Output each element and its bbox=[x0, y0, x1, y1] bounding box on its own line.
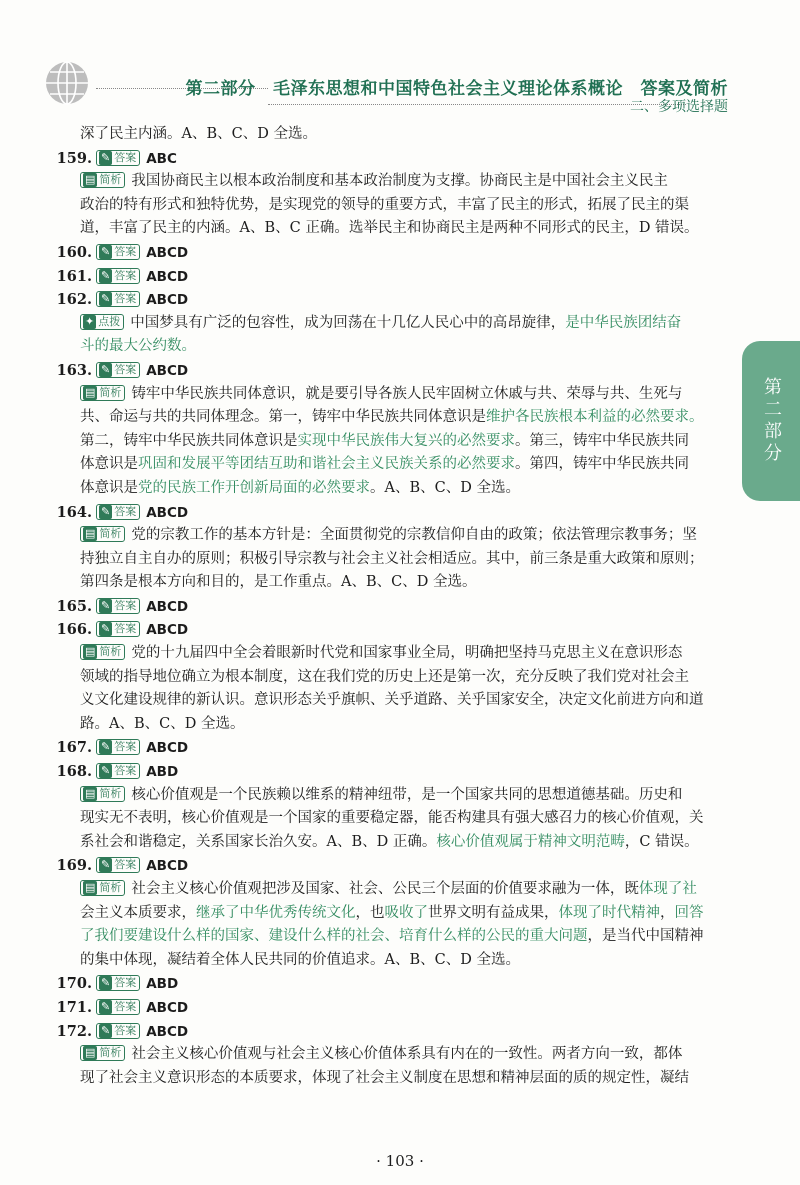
book-icon: ▤ bbox=[85, 173, 96, 187]
answer-badge-label: 答案 bbox=[114, 1023, 137, 1037]
pencil-icon: ✎ bbox=[101, 999, 111, 1013]
analysis-badge bbox=[80, 385, 125, 401]
pencil-icon: ✎ bbox=[101, 976, 111, 990]
analysis-badge bbox=[80, 880, 125, 896]
answer-content bbox=[52, 123, 720, 1090]
text-line bbox=[80, 878, 720, 902]
header-subtitle: 二、多项选择题 bbox=[630, 99, 728, 115]
answer-value: ABCD bbox=[146, 598, 189, 615]
question-number: 159. bbox=[56, 149, 92, 167]
question-number: 168. bbox=[56, 763, 92, 781]
text-line bbox=[80, 1043, 720, 1067]
question-number: 161. bbox=[56, 267, 92, 285]
pencil-icon: ✎ bbox=[101, 292, 111, 306]
analysis-paragraph bbox=[52, 170, 720, 241]
answer-value: ABCD bbox=[146, 268, 189, 285]
text-run: 会主义本质要求， bbox=[80, 904, 196, 921]
text-run: 第二，铸牢中华民族共同体意识是 bbox=[80, 432, 298, 449]
highlight-text: 体现了社 bbox=[638, 881, 697, 897]
text-run: 共、命运与共的共同体理念。第一，铸牢中华民族共同体意识是 bbox=[80, 409, 486, 426]
text-line: 现了社会主义意识形态的本质要求，体现了社会主义制度在思想和精神层面的质的规定性，凝结 bbox=[80, 1069, 689, 1086]
answer-value: ABCD bbox=[146, 1023, 189, 1040]
answer-badge-label: 答案 bbox=[114, 292, 137, 306]
pencil-icon: ✎ bbox=[101, 764, 111, 778]
text-run: 社会主义核心价值观把涉及国家、社会、公民三个层面的价值要求融为一体，既 bbox=[131, 881, 639, 897]
text-line bbox=[80, 383, 720, 407]
answer-value: ABCD bbox=[146, 740, 189, 757]
analysis-badge-label: 简析 bbox=[99, 173, 122, 187]
text-line bbox=[80, 406, 720, 430]
analysis-badge bbox=[80, 172, 125, 188]
text-run: 体意识是 bbox=[80, 479, 138, 496]
analysis-badge bbox=[80, 644, 125, 660]
analysis-badge-label: 简析 bbox=[99, 786, 122, 800]
answer-row bbox=[52, 241, 720, 265]
answer-row bbox=[52, 359, 720, 383]
answer-badge bbox=[96, 1023, 140, 1039]
globe-icon bbox=[44, 60, 90, 106]
answer-badge bbox=[96, 291, 140, 307]
text-line bbox=[80, 642, 720, 666]
answer-row bbox=[52, 736, 720, 760]
pencil-icon: ✎ bbox=[101, 150, 111, 164]
answer-row bbox=[52, 996, 720, 1020]
analysis-badge-label: 简析 bbox=[99, 881, 122, 894]
page-number: · 103 · bbox=[376, 1152, 424, 1170]
text-line: 路。A、B、C、D 全选。 bbox=[80, 715, 245, 732]
text-line bbox=[80, 902, 720, 926]
book-icon: ▤ bbox=[85, 881, 96, 894]
answer-badge bbox=[96, 763, 140, 779]
question-number: 160. bbox=[56, 243, 92, 261]
book-icon: ▤ bbox=[85, 1046, 96, 1060]
text-line: 第四条是根本方向和目的，是工作重点。A、B、C、D 全选。 bbox=[80, 574, 477, 591]
answer-row bbox=[52, 265, 720, 289]
answer-row bbox=[52, 760, 720, 784]
text-line bbox=[80, 925, 720, 949]
answer-badge bbox=[96, 999, 140, 1015]
answer-badge-label: 答案 bbox=[114, 764, 137, 778]
question-number: 162. bbox=[56, 291, 92, 309]
analysis-paragraph bbox=[52, 878, 720, 972]
book-icon: ▤ bbox=[85, 527, 96, 541]
text-line bbox=[80, 453, 720, 477]
text-run: 铸牢中华民族共同体意识，就是要引导各族人民牢固树立休戚与共、荣辱与共、生死与 bbox=[131, 385, 683, 402]
text-line bbox=[80, 430, 720, 454]
question-number: 171. bbox=[56, 998, 92, 1016]
text-run: 体意识是 bbox=[80, 456, 138, 473]
question-number: 166. bbox=[56, 621, 92, 639]
answer-value: ABCD bbox=[146, 999, 189, 1016]
answer-badge bbox=[96, 975, 140, 991]
highlight-text: 体现了时代精神 bbox=[558, 904, 660, 921]
pencil-icon: ✎ bbox=[101, 598, 111, 612]
answer-badge-label: 答案 bbox=[114, 999, 137, 1013]
highlight-text: 吸收了 bbox=[384, 904, 428, 921]
tip-paragraph bbox=[52, 312, 720, 359]
question-number: 172. bbox=[56, 1022, 92, 1040]
question-number: 167. bbox=[56, 739, 92, 757]
text-line bbox=[80, 784, 720, 808]
text-run: ， bbox=[660, 904, 675, 921]
answer-badge-label: 答案 bbox=[114, 150, 137, 164]
analysis-paragraph bbox=[52, 383, 720, 501]
text-run: 我国协商民主以根本政治制度和基本政治制度为支撑。协商民主是中国社会主义民主 bbox=[131, 173, 668, 190]
question-number: 170. bbox=[56, 975, 92, 993]
question-number: 164. bbox=[56, 503, 92, 521]
answer-value: ABCD bbox=[146, 362, 189, 379]
text-line bbox=[80, 312, 720, 336]
pencil-icon: ✎ bbox=[101, 362, 111, 376]
answer-value: ABC bbox=[146, 150, 177, 167]
highlight-text: 了我们要建设什么样的国家、建设什么样的社会、培育什么样的公民的重大问题 bbox=[80, 928, 588, 945]
question-number: 163. bbox=[56, 361, 92, 379]
answer-badge-label: 答案 bbox=[114, 740, 137, 754]
book-icon: ▤ bbox=[85, 385, 96, 399]
pencil-icon: ✎ bbox=[101, 504, 111, 518]
answer-badge bbox=[96, 268, 140, 284]
text-line: 领域的指导地位确立为根本制度，这在我们党的历史上还是第一次，充分反映了我们党对社会主 bbox=[80, 668, 689, 685]
text-line: 持独立自主自办的原则；积极引导宗教与社会主义社会相适应。其中，前三条是重大政策和原则； bbox=[80, 550, 704, 567]
header-title: 第二部分 毛泽东思想和中国特色社会主义理论体系概论 答案及简析 bbox=[185, 79, 728, 99]
pencil-icon: ✎ bbox=[101, 1023, 111, 1037]
text-run: 中国梦具有广泛的包容性，成为回荡在十几亿人民心中的高昂旋律， bbox=[130, 314, 566, 331]
answer-row bbox=[52, 147, 720, 171]
highlight-text: 斗的最大公约数。 bbox=[80, 338, 196, 355]
answer-badge-label: 答案 bbox=[114, 976, 137, 990]
text-line bbox=[80, 524, 720, 548]
answer-value: ABD bbox=[146, 976, 179, 993]
answer-row bbox=[52, 1020, 720, 1044]
answer-badge-label: 答案 bbox=[114, 268, 137, 282]
text-run: 核心价值观是一个民族赖以维系的精神纽带，是一个国家共同的思想道德基础。历史和 bbox=[131, 786, 683, 803]
analysis-badge-label: 简析 bbox=[99, 385, 122, 399]
analysis-badge bbox=[80, 526, 125, 542]
tip-badge bbox=[80, 314, 124, 330]
header-divider bbox=[268, 104, 686, 105]
analysis-badge-label: 简析 bbox=[99, 645, 122, 659]
answer-badge bbox=[96, 362, 140, 378]
answer-badge bbox=[96, 857, 140, 873]
text-run: 。A、B、C、D 全选。 bbox=[370, 479, 520, 496]
answer-badge bbox=[96, 598, 140, 614]
answer-value: ABCD bbox=[146, 504, 189, 521]
answer-row bbox=[52, 854, 720, 878]
answer-badge-label: 答案 bbox=[114, 362, 137, 376]
text-line bbox=[80, 170, 720, 194]
text-run: 党的宗教工作的基本方针是：全面贯彻党的宗教信仰自由的政策；依法管理宗教事务；坚 bbox=[131, 527, 697, 544]
answer-value: ABCD bbox=[146, 622, 189, 639]
text-run: ，也 bbox=[355, 904, 385, 921]
text-run: 。第四，铸牢中华民族共同 bbox=[515, 456, 689, 473]
question-number: 169. bbox=[56, 857, 92, 875]
pencil-icon: ✎ bbox=[101, 740, 111, 754]
text-line: 现实无不表明，核心价值观是一个国家的重要稳定器，能否构建具有强大感召力的核心价值观，关 bbox=[80, 810, 704, 827]
tip-badge-label: 点拨 bbox=[98, 314, 121, 328]
book-icon: ▤ bbox=[85, 786, 96, 800]
book-icon: ▤ bbox=[85, 645, 96, 659]
analysis-paragraph bbox=[52, 784, 720, 855]
text-line bbox=[80, 831, 720, 855]
text-run: 党的十九届四中全会着眼新时代党和国家事业全局，明确把坚持马克思主义在意识形态 bbox=[131, 645, 683, 662]
answer-value: ABD bbox=[146, 764, 179, 781]
text-line: 深了民主内涵。A、B、C、D 全选。 bbox=[80, 126, 317, 142]
pencil-icon: ✎ bbox=[101, 244, 111, 258]
text-line bbox=[80, 477, 720, 501]
text-run: 世界文明有益成果， bbox=[428, 904, 559, 921]
text-line: 政治的特有形式和独特优势，是实现党的领导的重要方式，丰富了民主的形式，拓展了民主的渠 bbox=[80, 196, 689, 213]
answer-badge bbox=[96, 621, 140, 637]
answer-value: ABCD bbox=[146, 858, 189, 875]
analysis-badge bbox=[80, 786, 125, 802]
highlight-text: 继承了中华优秀传统文化 bbox=[196, 904, 356, 921]
pencil-icon: ✎ bbox=[101, 622, 111, 636]
highlight-text: 核心价值观属于精神文明范畴 bbox=[436, 833, 625, 850]
answer-badge-label: 答案 bbox=[114, 244, 137, 258]
answer-badge-label: 答案 bbox=[114, 598, 137, 612]
answer-badge bbox=[96, 739, 140, 755]
text-run: 系社会和谐稳定，关系国家长治久安。A、B、D 正确。 bbox=[80, 833, 437, 850]
answer-badge-label: 答案 bbox=[114, 858, 137, 872]
answer-badge-label: 答案 bbox=[114, 504, 137, 518]
text-run: ，是当代中国精神 bbox=[587, 928, 704, 945]
question-number: 165. bbox=[56, 597, 92, 615]
page-header bbox=[0, 0, 800, 120]
answer-value: ABCD bbox=[146, 292, 189, 309]
answer-row bbox=[52, 618, 720, 642]
answer-value: ABCD bbox=[146, 244, 189, 261]
analysis-paragraph bbox=[52, 1043, 720, 1090]
pencil-icon: ✎ bbox=[101, 858, 111, 872]
highlight-text: 巩固和发展平等团结互助和谐社会主义民族关系的必然要求 bbox=[138, 456, 515, 473]
answer-badge bbox=[96, 504, 140, 520]
highlight-text: 维护各民族根本利益的必然要求。 bbox=[486, 409, 704, 426]
highlight-text: 是中华民族团结奋 bbox=[565, 314, 682, 331]
highlight-text: 党的民族工作开创新局面的必然要求 bbox=[138, 479, 370, 496]
text-line: 道，丰富了民主的内涵。A、B、C 正确。选举民主和协商民主是两种不同形式的民主，D 错误。 bbox=[80, 220, 699, 237]
text-line: 的集中体现，凝结着全体人民共同的价值追求。A、B、C、D 全选。 bbox=[80, 951, 520, 968]
answer-row bbox=[52, 501, 720, 525]
analysis-paragraph bbox=[52, 524, 720, 595]
lightbulb-icon: ✦ bbox=[85, 314, 95, 328]
answer-row bbox=[52, 595, 720, 619]
answer-row bbox=[52, 972, 720, 996]
highlight-text: 实现中华民族伟大复兴的必然要求 bbox=[297, 432, 515, 449]
analysis-badge-label: 简析 bbox=[99, 527, 122, 541]
answer-badge bbox=[96, 150, 140, 166]
highlight-text: 回答 bbox=[674, 904, 704, 921]
pencil-icon: ✎ bbox=[101, 268, 111, 282]
analysis-badge-label: 简析 bbox=[99, 1046, 122, 1060]
text-run: 社会主义核心价值观与社会主义核心价值体系具有内在的一致性。两者方向一致，都体 bbox=[131, 1046, 683, 1063]
side-section-tab: 第二部分 bbox=[742, 341, 800, 501]
analysis-badge bbox=[80, 1045, 125, 1061]
answer-row bbox=[52, 288, 720, 312]
answer-badge-label: 答案 bbox=[114, 622, 137, 636]
text-line: 义文化建设规律的新认识。意识形态关乎旗帜、关乎道路、关乎国家安全，决定文化前进方向和道 bbox=[80, 692, 704, 709]
text-run: 。第三，铸牢中华民族共同 bbox=[515, 432, 689, 449]
text-run: ，C 错误。 bbox=[624, 833, 699, 850]
answer-badge bbox=[96, 244, 140, 260]
analysis-paragraph bbox=[52, 642, 720, 736]
